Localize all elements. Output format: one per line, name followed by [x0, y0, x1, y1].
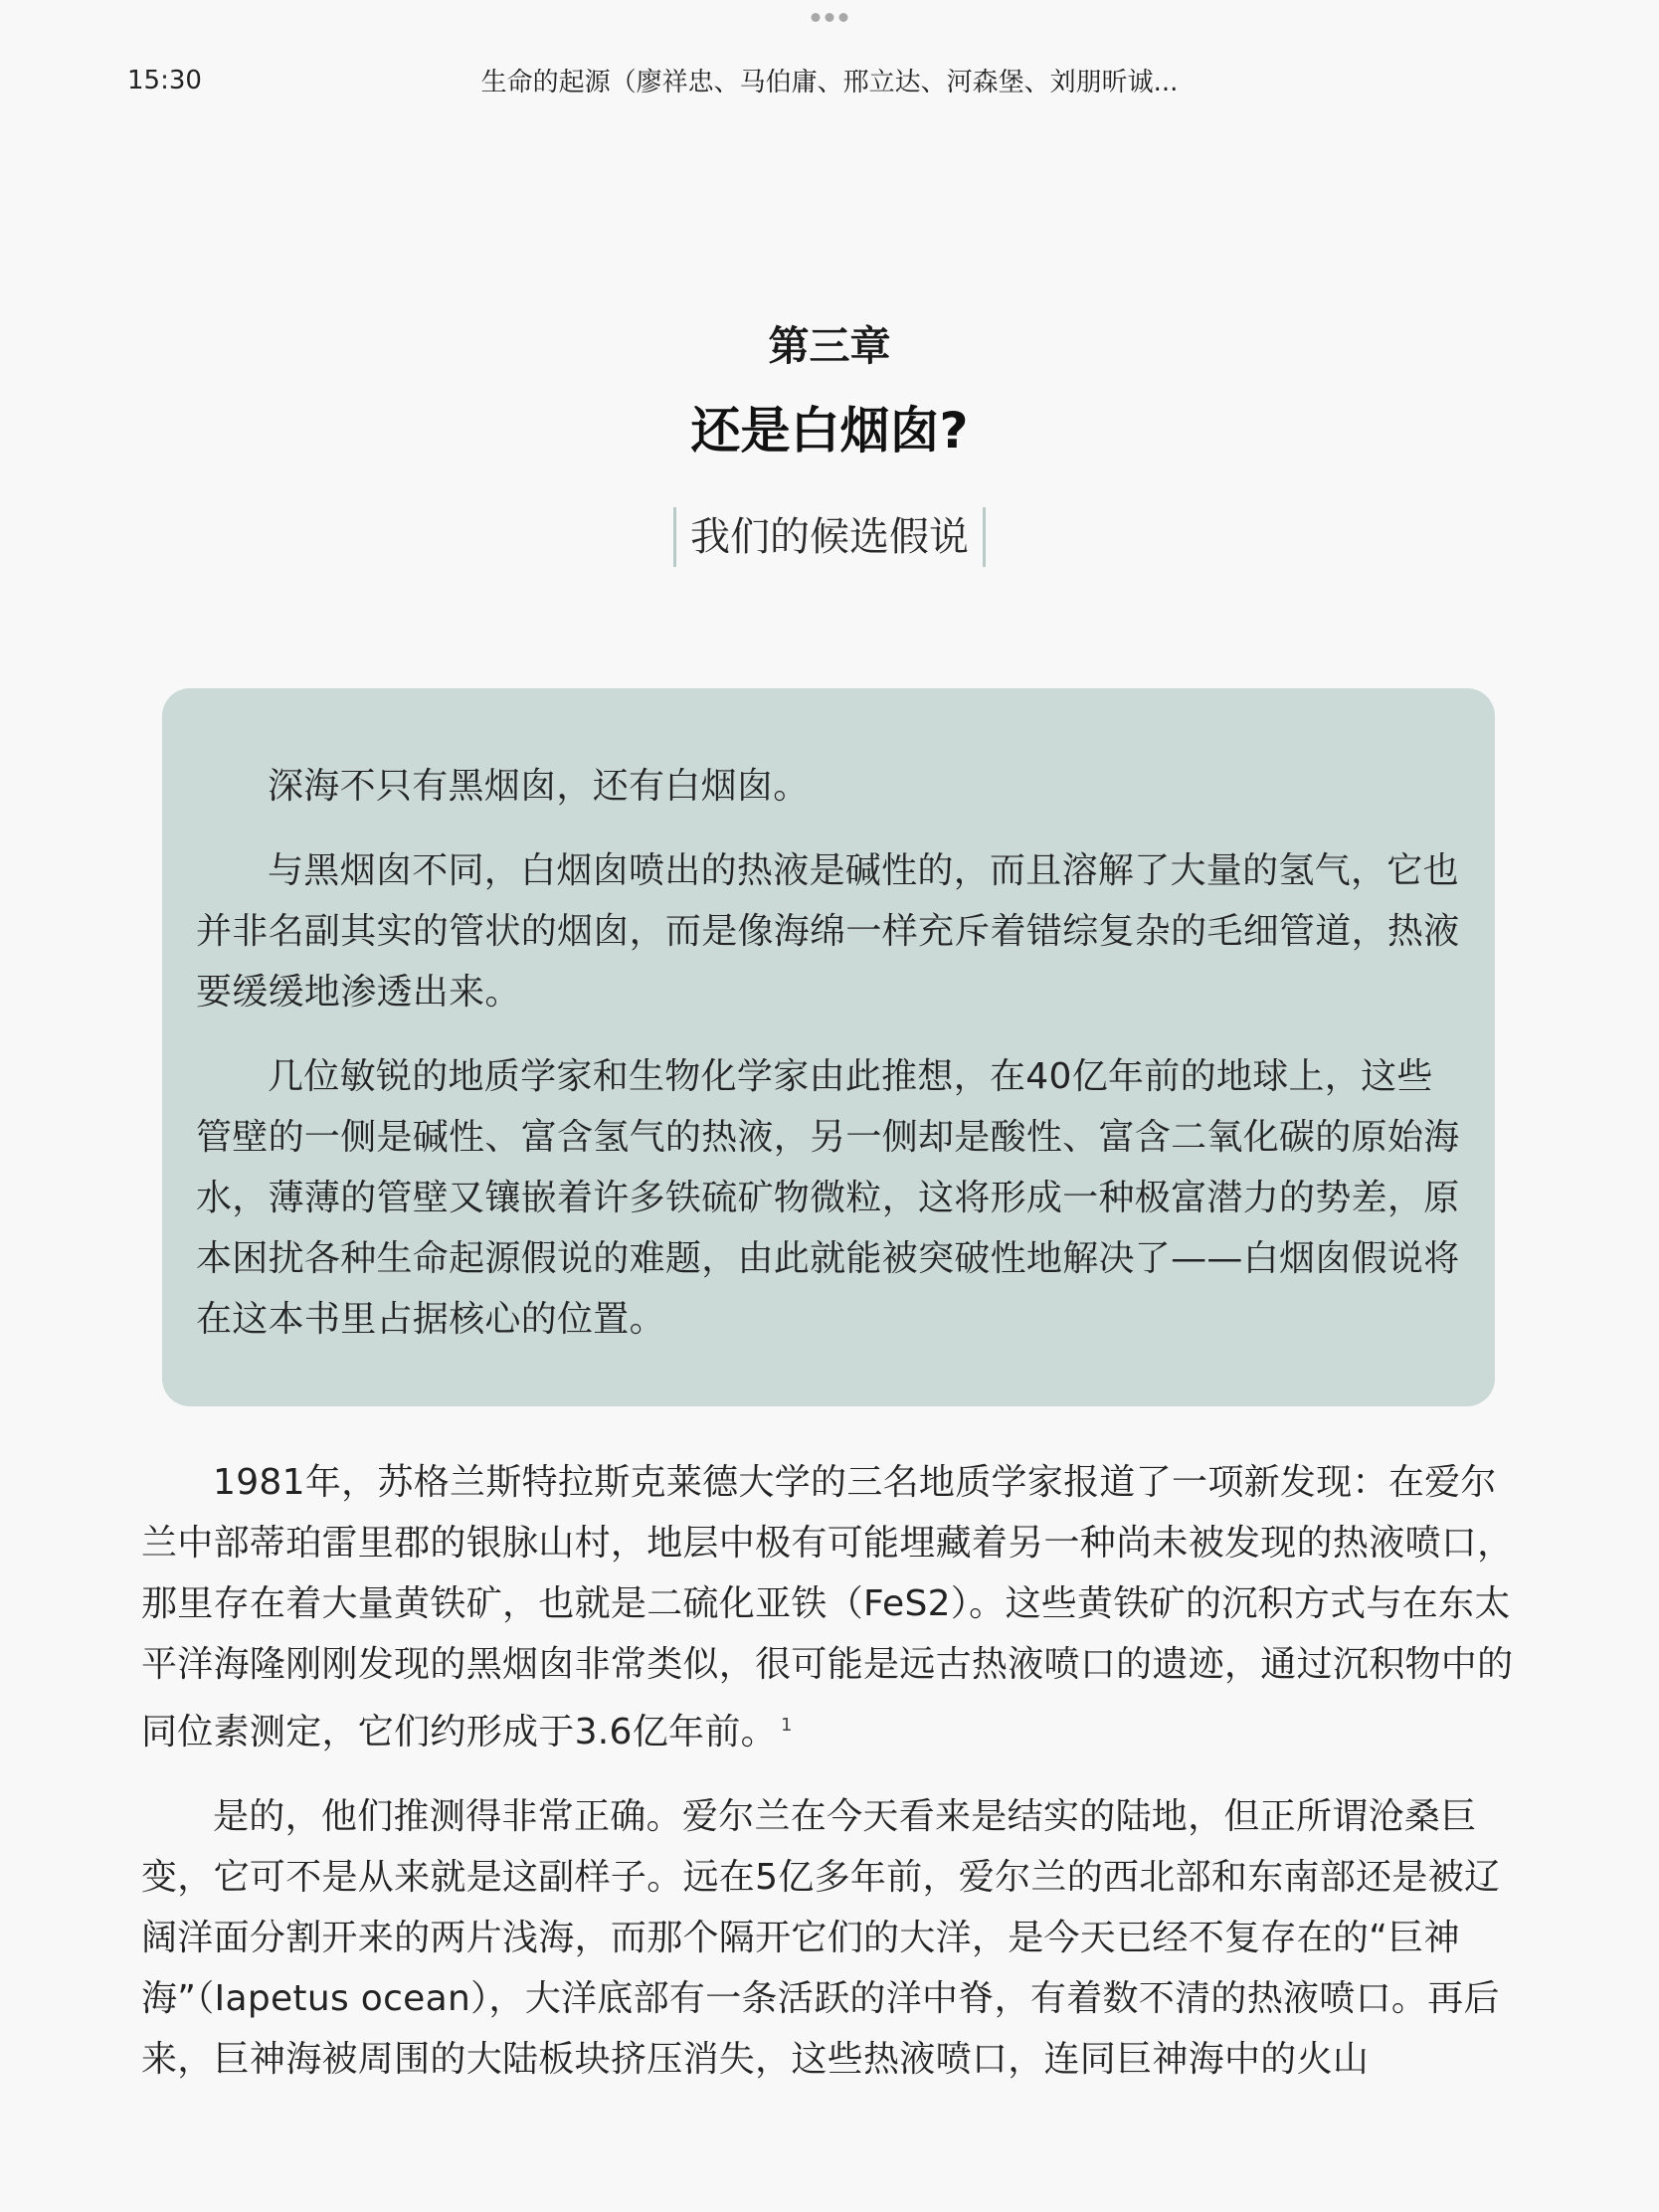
body-paragraph: 是的，他们推测得非常正确。爱尔兰在今天看来是结实的陆地，但正所谓沧桑巨变，它可不是从来就是这副样子。远在5亿多年前，爱尔兰的西北部和东南部还是被辽阔洋面分割开来的两片浅海，而那个隔开它们的大洋，是今天已经不复存在的“巨神海”（Iapetus ocean），大洋底部有一条活跃的洋中脊，有着数不清的热液喷口。再后来，巨神海被周围的大陆板块挤压消失，这些热液喷口，连同巨神海中的火山: [141, 1796, 1501, 2080]
chapter-subtitle: 我们的候选假说: [673, 507, 986, 567]
chapter-title: 还是白烟囱?: [690, 402, 969, 460]
body-text: [141, 1452, 1518, 2114]
intro-paragraph: 几位敏锐的地质学家和生物化学家由此推想，在40亿年前的地球上，这些管壁的一侧是碱性、富含氢气的热液，另一侧却是酸性、富含二氧化碳的原始海水，薄薄的管壁又镶嵌着许多铁硫矿物微粒，这将形成一种极富潜力的势差，原本困扰各种生命起源假说的难题，由此就能被突破性地解决了——白烟囱假说将在这本书里占据核心的位置。: [196, 1056, 1460, 1340]
dot: [826, 13, 834, 22]
multitask-menu-dots[interactable]: [812, 13, 848, 22]
paragraph-text: 1981年，苏格兰斯特拉斯克莱德大学的三名地质学家报道了一项新发现：在爱尔兰中部蒂珀雷里郡的银脉山村，地层中极有可能埋藏着另一种尚未被发现的热液喷口，那里存在着大量黄铁矿，也就是二硫化亚铁（FeS2）。这些黄铁矿的沉积方式与在东太平洋海隆刚刚发现的黑烟囱非常类似，很可能是远古热液喷口的遗迹，通过沉积物中的同位素测定，它们约形成于3.6亿年前。: [141, 1462, 1514, 1752]
book-title[interactable]: 生命的起源（廖祥忠、马伯庸、邢立达、河森堡、刘朋昕诚...: [480, 68, 1179, 97]
status-time: 15:30: [127, 66, 202, 95]
body-paragraph: [141, 1452, 1518, 1762]
dot: [839, 13, 848, 22]
dot: [812, 13, 821, 22]
intro-paragraph: 深海不只有黑烟囱，还有白烟囱。: [268, 766, 810, 807]
chapter-number: 第三章: [768, 322, 891, 370]
intro-paragraph: 与黑烟囱不同，白烟囱喷出的热液是碱性的，而且溶解了大量的氢气，它也并非名副其实的管状的烟囱，而是像海绵一样充斥着错综复杂的毛细管道，热液要缓缓地渗透出来。: [196, 850, 1460, 1013]
subtitle-container: [0, 507, 1659, 567]
footnote-marker[interactable]: 1: [780, 1715, 793, 1736]
chapter-intro-box: [162, 688, 1495, 1406]
